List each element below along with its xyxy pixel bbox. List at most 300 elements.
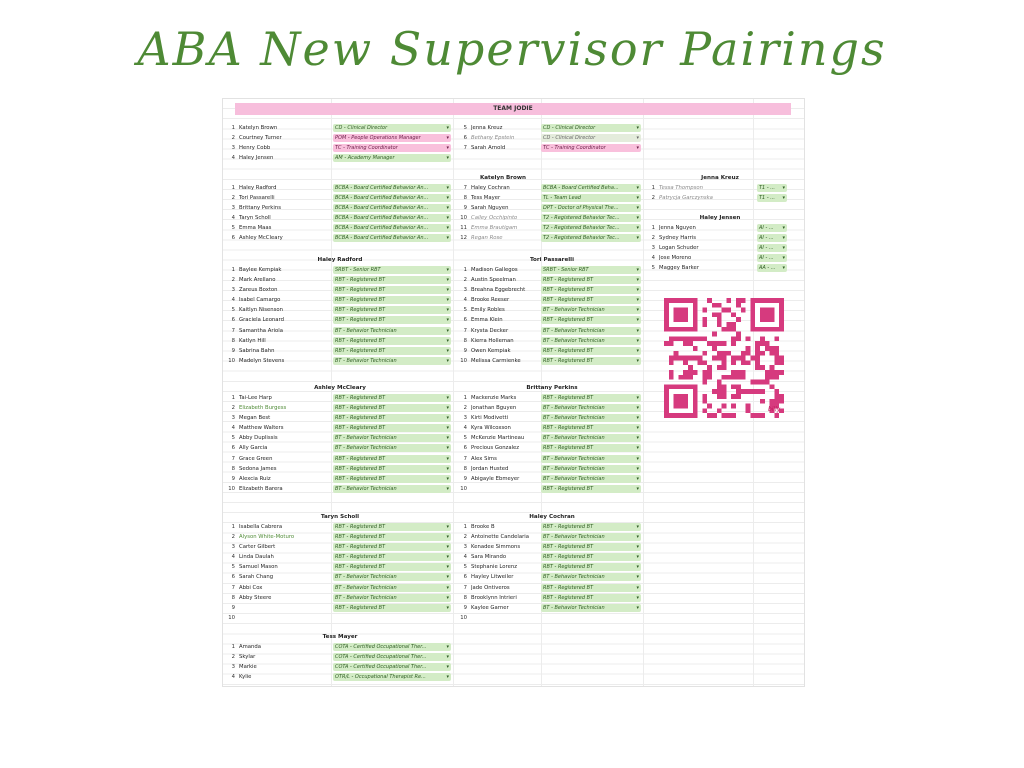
role-dropdown[interactable] <box>757 264 787 272</box>
role-dropdown[interactable] <box>333 184 451 192</box>
dropdown-arrow-icon: ▾ <box>446 544 449 551</box>
role-dropdown[interactable] <box>333 444 451 452</box>
role-dropdown[interactable] <box>333 357 451 365</box>
role-dropdown[interactable] <box>757 194 787 202</box>
role-dropdown[interactable] <box>333 234 451 242</box>
staff-name[interactable]: Breahna Eggebrecht <box>471 287 526 294</box>
table-row <box>225 336 455 346</box>
staff-name[interactable]: Kierra Holleman <box>471 337 514 344</box>
role-dropdown[interactable] <box>333 214 451 222</box>
role-dropdown[interactable] <box>541 144 641 152</box>
row-number: 11 <box>460 225 467 232</box>
table-row <box>225 522 455 532</box>
staff-name[interactable]: Kaylee Garner <box>471 604 509 611</box>
role-dropdown[interactable] <box>333 573 451 581</box>
dropdown-arrow-icon: ▾ <box>636 297 639 304</box>
role-dropdown[interactable] <box>757 244 787 252</box>
staff-name[interactable]: Mackenzie Marks <box>471 395 517 401</box>
dropdown-arrow-icon: ▾ <box>636 307 639 314</box>
staff-name[interactable]: Samantha Ariola <box>239 327 283 334</box>
role-dropdown[interactable] <box>333 306 451 314</box>
role-dropdown[interactable] <box>333 154 451 162</box>
row-number: 3 <box>463 415 467 422</box>
table-row <box>225 223 455 233</box>
staff-name[interactable]: Precious Gonzalez <box>471 445 520 452</box>
role-dropdown[interactable] <box>541 134 641 142</box>
role-dropdown[interactable] <box>541 404 641 412</box>
table-row <box>225 532 455 542</box>
role-dropdown[interactable] <box>333 475 451 483</box>
staff-name[interactable]: Sabrina Bahn <box>239 347 275 354</box>
staff-name[interactable]: Amanda <box>239 644 261 650</box>
role-dropdown[interactable] <box>541 327 641 335</box>
staff-name[interactable]: Emma Maas <box>239 225 272 232</box>
role-label: BT - Behavior Technician <box>543 405 605 412</box>
dropdown-arrow-icon: ▾ <box>446 395 449 401</box>
role-label: BCBA - Board Certified Behavior An... <box>335 195 429 202</box>
role-dropdown[interactable] <box>333 673 451 681</box>
role-label: RBT - Registered BT <box>335 524 386 530</box>
staff-name[interactable]: Isabel Camargo <box>239 297 281 304</box>
role-dropdown[interactable] <box>541 475 641 483</box>
dropdown-arrow-icon: ▾ <box>446 604 449 611</box>
row-number: 9 <box>463 604 467 611</box>
role-dropdown[interactable] <box>541 444 641 452</box>
block-ts <box>225 512 455 623</box>
role-dropdown[interactable] <box>541 337 641 345</box>
block-team1 <box>225 123 455 163</box>
staff-name[interactable]: Sarah Chang <box>239 574 274 581</box>
role-label: CD - Clinical Director <box>335 125 388 131</box>
dropdown-arrow-icon: ▾ <box>636 135 639 142</box>
role-dropdown[interactable] <box>333 465 451 473</box>
role-label: RBT - Registered BT <box>543 297 594 304</box>
staff-name[interactable]: Zareus Boxton <box>239 287 278 294</box>
staff-name[interactable]: Melissa Carmienke <box>471 357 521 364</box>
role-label: TC - Training Coordinator <box>335 145 398 152</box>
role-dropdown[interactable] <box>333 134 451 142</box>
row-number: 5 <box>231 564 235 571</box>
row-number: 1 <box>231 125 235 131</box>
row-number: 4 <box>231 554 235 561</box>
table-row <box>225 213 455 223</box>
role-dropdown[interactable] <box>541 594 641 602</box>
role-label: BT - Behavior Technician <box>543 415 605 422</box>
table-row <box>457 532 647 542</box>
role-dropdown[interactable] <box>333 455 451 463</box>
role-dropdown[interactable] <box>541 194 641 202</box>
row-number: 5 <box>463 125 467 131</box>
staff-name[interactable]: Alexcia Ruiz <box>239 475 271 482</box>
staff-name[interactable]: Maggey Barker <box>659 265 699 272</box>
role-dropdown[interactable] <box>333 424 451 432</box>
staff-name[interactable]: Emma Brautigam <box>471 225 518 232</box>
staff-name[interactable]: Stephanie Lorenz <box>471 564 517 571</box>
role-dropdown[interactable] <box>541 394 641 402</box>
dropdown-arrow-icon: ▾ <box>636 405 639 412</box>
role-dropdown[interactable] <box>541 424 641 432</box>
block-jk <box>645 173 795 203</box>
role-dropdown[interactable] <box>541 214 641 222</box>
role-dropdown[interactable] <box>541 357 641 365</box>
dropdown-arrow-icon: ▾ <box>636 465 639 472</box>
role-label: BT - Behavior Technician <box>335 357 397 364</box>
dropdown-arrow-icon: ▾ <box>636 225 639 232</box>
role-dropdown[interactable] <box>333 204 451 212</box>
staff-name[interactable]: Grace Green <box>239 455 273 462</box>
staff-name[interactable]: Katlyn Hill <box>239 337 266 344</box>
staff-name[interactable]: Haley Radford <box>239 185 277 191</box>
staff-name[interactable]: Jenna Kreuz <box>471 125 503 131</box>
row-number: 8 <box>463 195 467 202</box>
role-label: AI - ... <box>759 255 774 262</box>
row-number: 9 <box>463 475 467 482</box>
role-label: OTR/L - Occupational Therapist Re... <box>335 674 426 681</box>
role-dropdown[interactable] <box>333 594 451 602</box>
staff-name[interactable]: Kylie <box>239 674 252 681</box>
role-dropdown[interactable] <box>333 124 451 132</box>
staff-name[interactable]: Brittany Perkins <box>239 205 281 212</box>
table-row <box>225 583 455 593</box>
staff-name[interactable]: Jordan Husted <box>471 465 509 472</box>
staff-name[interactable]: Patrycja Garczynska <box>659 195 713 202</box>
table-row <box>457 454 647 464</box>
dropdown-arrow-icon: ▾ <box>782 255 785 262</box>
dropdown-arrow-icon: ▾ <box>446 155 449 162</box>
role-dropdown[interactable] <box>333 394 451 402</box>
row-number: 1 <box>463 267 467 273</box>
row-number: 5 <box>651 265 655 272</box>
role-dropdown[interactable] <box>333 584 451 592</box>
row-number: 2 <box>231 534 235 541</box>
role-label: BT - Behavior Technician <box>543 465 605 472</box>
dropdown-arrow-icon: ▾ <box>636 327 639 334</box>
staff-name[interactable]: Megan Best <box>239 415 271 422</box>
block-header: Haley Radford <box>317 257 363 263</box>
staff-name[interactable]: Abby Steere <box>239 594 272 601</box>
table-row <box>457 275 647 285</box>
row-number: 4 <box>231 215 235 222</box>
table-row <box>225 233 455 243</box>
staff-name[interactable]: Samuel Mason <box>239 564 278 571</box>
role-dropdown[interactable] <box>333 266 451 274</box>
role-dropdown[interactable] <box>333 604 451 612</box>
row-number: 9 <box>463 205 467 212</box>
role-dropdown[interactable] <box>333 523 451 531</box>
role-dropdown[interactable] <box>333 286 451 294</box>
role-label: RBT - Registered BT <box>335 425 386 432</box>
staff-name[interactable]: Tori Passarelli <box>239 195 275 202</box>
staff-name[interactable]: Skylar <box>239 654 256 661</box>
table-row <box>225 562 455 572</box>
staff-name[interactable]: Kaitlyn Nisenson <box>239 307 283 314</box>
role-dropdown[interactable] <box>541 455 641 463</box>
staff-name[interactable]: Abbi Cox <box>239 584 263 591</box>
staff-name[interactable]: Jonathan Bguyen <box>471 405 517 412</box>
staff-name[interactable]: Austin Speelman <box>471 277 516 284</box>
role-dropdown[interactable] <box>541 296 641 304</box>
staff-name[interactable]: Madelyn Stevens <box>239 357 285 364</box>
role-dropdown[interactable] <box>333 347 451 355</box>
staff-name[interactable]: Jade Ontiveros <box>471 584 510 591</box>
role-dropdown[interactable] <box>541 573 641 581</box>
table-row <box>225 295 455 305</box>
role-label: BT - Behavior Technician <box>335 327 397 334</box>
staff-name[interactable]: Madison Gallegos <box>471 267 518 273</box>
table-row <box>225 542 455 552</box>
staff-name[interactable]: Elizabeth Barera <box>239 485 283 492</box>
block-header: Taryn Scholl <box>320 514 360 520</box>
staff-name[interactable]: Owen Kempiak <box>471 347 511 354</box>
role-dropdown[interactable] <box>333 194 451 202</box>
staff-name[interactable]: Kenadee Simmons <box>471 544 521 551</box>
role-dropdown[interactable] <box>333 327 451 335</box>
staff-name[interactable]: Hayley Litweiler <box>471 574 514 581</box>
block-header: Tori Passarelli <box>529 257 574 263</box>
role-dropdown[interactable] <box>541 224 641 232</box>
staff-name[interactable]: Sarah Arnold <box>471 145 506 152</box>
table-row <box>645 243 795 253</box>
role-label: BT - Behavior Technician <box>543 574 605 581</box>
staff-name[interactable]: Emily Robles <box>471 307 505 314</box>
staff-name[interactable]: Taryn Scholl <box>239 215 271 222</box>
role-label: RBT - Registered BT <box>335 465 386 472</box>
table-row <box>457 265 647 275</box>
staff-name[interactable]: Linda Daulah <box>239 554 274 561</box>
staff-name[interactable]: McKenzie Martineau <box>471 435 525 442</box>
staff-name[interactable]: Krysta Decker <box>471 327 509 334</box>
staff-name[interactable]: Haley Cochran <box>471 185 510 191</box>
table-row <box>225 642 455 652</box>
row-number: 8 <box>231 594 235 601</box>
staff-name[interactable]: Regan Rose <box>471 235 503 242</box>
role-dropdown[interactable] <box>757 224 787 232</box>
role-dropdown[interactable] <box>333 224 451 232</box>
table-row <box>225 305 455 315</box>
dropdown-arrow-icon: ▾ <box>636 574 639 581</box>
dropdown-arrow-icon: ▾ <box>446 554 449 561</box>
role-dropdown[interactable] <box>541 465 641 473</box>
role-dropdown[interactable] <box>541 563 641 571</box>
role-dropdown[interactable] <box>541 306 641 314</box>
staff-name[interactable]: Katelyn Brown <box>239 125 278 131</box>
role-dropdown[interactable] <box>757 184 787 192</box>
table-row <box>225 143 455 153</box>
role-dropdown[interactable] <box>541 124 641 132</box>
dropdown-arrow-icon: ▾ <box>446 455 449 462</box>
role-label: BT - Behavior Technician <box>335 584 397 591</box>
role-label: RBT - Registered BT <box>543 584 594 591</box>
staff-name[interactable]: Brooklynn Intrieri <box>471 594 517 601</box>
table-row <box>457 305 647 315</box>
role-dropdown[interactable] <box>541 543 641 551</box>
table-row <box>645 193 795 203</box>
role-label: DPT - Doctor of Physical The... <box>543 205 619 212</box>
role-dropdown[interactable] <box>541 584 641 592</box>
row-number: 5 <box>463 435 467 442</box>
staff-name[interactable]: Kyra Wilcoxson <box>471 425 511 432</box>
table-row <box>457 203 647 213</box>
role-dropdown[interactable] <box>333 653 451 661</box>
staff-name[interactable]: Tai-Lee Harp <box>239 395 272 401</box>
row-number: 8 <box>463 594 467 601</box>
role-dropdown[interactable] <box>541 276 641 284</box>
table-row <box>225 285 455 295</box>
role-dropdown[interactable] <box>333 563 451 571</box>
dropdown-arrow-icon: ▾ <box>636 287 639 294</box>
table-row <box>457 295 647 305</box>
staff-name[interactable]: Graciela Leonard <box>239 317 284 324</box>
role-dropdown[interactable] <box>333 296 451 304</box>
table-row <box>225 153 455 163</box>
staff-name[interactable]: Haley Jensen <box>239 155 274 162</box>
staff-name[interactable]: Ashley McCleary <box>239 235 283 242</box>
row-number: 2 <box>463 534 467 541</box>
role-label: RBT - Registered BT <box>543 347 594 354</box>
staff-name[interactable]: Bethany Epstein <box>471 135 515 142</box>
staff-name[interactable]: Sara Mirando <box>471 554 507 561</box>
dropdown-arrow-icon: ▾ <box>636 604 639 611</box>
role-label: BT - Behavior Technician <box>543 475 605 482</box>
staff-name[interactable]: Mark Arellano <box>239 277 276 284</box>
role-dropdown[interactable] <box>541 204 641 212</box>
staff-name[interactable]: Antoinette Candelaria <box>471 534 530 541</box>
role-dropdown[interactable] <box>333 144 451 152</box>
row-number: 5 <box>231 435 235 442</box>
role-label: RBT - Registered BT <box>543 425 594 432</box>
dropdown-arrow-icon: ▾ <box>446 225 449 232</box>
row-number: 1 <box>231 267 235 273</box>
staff-name[interactable]: Matthew Walters <box>239 425 284 432</box>
staff-name[interactable]: Ally Garcia <box>239 445 268 452</box>
role-label: RBT - Registered BT <box>335 277 386 284</box>
role-dropdown[interactable] <box>333 414 451 422</box>
row-number: 9 <box>231 347 235 354</box>
staff-name[interactable]: Elizabeth Burgess <box>239 405 287 412</box>
staff-name[interactable]: Brooke B <box>471 524 495 530</box>
staff-name[interactable]: Sedona James <box>239 465 277 472</box>
staff-name[interactable]: Abigayle Ebmeyer <box>471 475 520 482</box>
row-number: 3 <box>231 415 235 422</box>
staff-name[interactable]: Tessa Thompson <box>659 185 704 191</box>
row-number: 5 <box>463 307 467 314</box>
role-dropdown[interactable] <box>541 604 641 612</box>
role-label: BT - Behavior Technician <box>335 445 397 452</box>
block-bp <box>457 383 647 494</box>
role-dropdown[interactable] <box>541 485 641 493</box>
role-dropdown[interactable] <box>541 414 641 422</box>
row-number: 8 <box>231 465 235 472</box>
row-number: 4 <box>231 674 235 681</box>
role-dropdown[interactable] <box>541 347 641 355</box>
role-dropdown[interactable] <box>541 234 641 242</box>
staff-name[interactable]: Markie <box>239 664 257 671</box>
role-dropdown[interactable] <box>333 485 451 493</box>
role-dropdown[interactable] <box>541 553 641 561</box>
role-dropdown[interactable] <box>333 553 451 561</box>
role-dropdown[interactable] <box>757 254 787 262</box>
row-number: 7 <box>463 145 467 152</box>
row-number: 8 <box>463 465 467 472</box>
role-label: RBT - Registered BT <box>543 357 594 364</box>
staff-name[interactable]: Cailey Occhipinto <box>471 215 518 222</box>
role-dropdown[interactable] <box>333 404 451 412</box>
staff-name[interactable]: Courtney Turner <box>239 135 282 142</box>
role-dropdown[interactable] <box>541 184 641 192</box>
role-dropdown[interactable] <box>333 663 451 671</box>
dropdown-arrow-icon: ▾ <box>636 185 639 191</box>
staff-name[interactable]: Alyson White-Moturo <box>239 534 295 541</box>
row-number: 9 <box>463 347 467 354</box>
row-number: 1 <box>651 225 655 231</box>
role-label: RBT - Registered BT <box>335 415 386 422</box>
staff-name[interactable]: Logan Schuder <box>659 245 699 252</box>
table-row <box>225 356 455 366</box>
role-dropdown[interactable] <box>541 523 641 531</box>
table-row <box>645 263 795 273</box>
role-dropdown[interactable] <box>541 434 641 442</box>
table-row <box>225 275 455 285</box>
row-number: 4 <box>463 297 467 304</box>
staff-name[interactable]: Kirti Modivetti <box>471 415 509 422</box>
dropdown-arrow-icon: ▾ <box>446 654 449 661</box>
role-dropdown[interactable] <box>757 234 787 242</box>
role-dropdown[interactable] <box>541 266 641 274</box>
qr-code <box>664 298 784 418</box>
role-label: RBT - Registered BT <box>543 594 594 601</box>
staff-name[interactable]: Jose Moreno <box>659 255 692 262</box>
table-row <box>225 133 455 143</box>
table-row <box>225 183 455 193</box>
role-label: RBT - Registered BT <box>335 564 386 571</box>
dropdown-arrow-icon: ▾ <box>446 485 449 492</box>
role-dropdown[interactable] <box>333 643 451 651</box>
role-dropdown[interactable] <box>541 316 641 324</box>
role-label: BT - Behavior Technician <box>543 455 605 462</box>
role-dropdown[interactable] <box>333 316 451 324</box>
staff-name[interactable]: Baylee Kempiak <box>239 267 282 273</box>
staff-name[interactable]: Carter Gilbert <box>239 544 276 551</box>
table-row <box>457 484 647 494</box>
staff-name[interactable]: Tess Mayer <box>471 195 501 202</box>
dropdown-arrow-icon: ▾ <box>636 267 639 273</box>
role-label: RBT - Registered BT <box>543 277 594 284</box>
row-number: 2 <box>463 405 467 412</box>
staff-name[interactable]: Emma Klein <box>471 317 503 324</box>
staff-name[interactable]: Alex Sims <box>471 455 497 462</box>
dropdown-arrow-icon: ▾ <box>446 435 449 442</box>
role-dropdown[interactable] <box>333 337 451 345</box>
role-dropdown[interactable] <box>333 543 451 551</box>
table-row <box>457 474 647 484</box>
dropdown-arrow-icon: ▾ <box>446 267 449 273</box>
staff-name[interactable]: Henry Cobb <box>239 145 271 152</box>
staff-name[interactable]: Sarah Nguyen <box>471 205 509 212</box>
row-number: 10 <box>460 485 467 492</box>
role-dropdown[interactable] <box>333 533 451 541</box>
staff-name[interactable]: Brooke Reeser <box>471 297 510 304</box>
staff-name[interactable]: Abby Duplissis <box>239 435 278 442</box>
staff-name[interactable]: Sydney Harris <box>659 235 697 242</box>
dropdown-arrow-icon: ▾ <box>446 405 449 412</box>
role-dropdown[interactable] <box>541 533 641 541</box>
role-dropdown[interactable] <box>541 286 641 294</box>
dropdown-arrow-icon: ▾ <box>636 425 639 432</box>
staff-name[interactable]: Jenna Nguyen <box>659 225 696 231</box>
staff-name[interactable]: Isabella Cabrera <box>239 524 283 530</box>
role-dropdown[interactable] <box>333 276 451 284</box>
role-dropdown[interactable] <box>333 434 451 442</box>
